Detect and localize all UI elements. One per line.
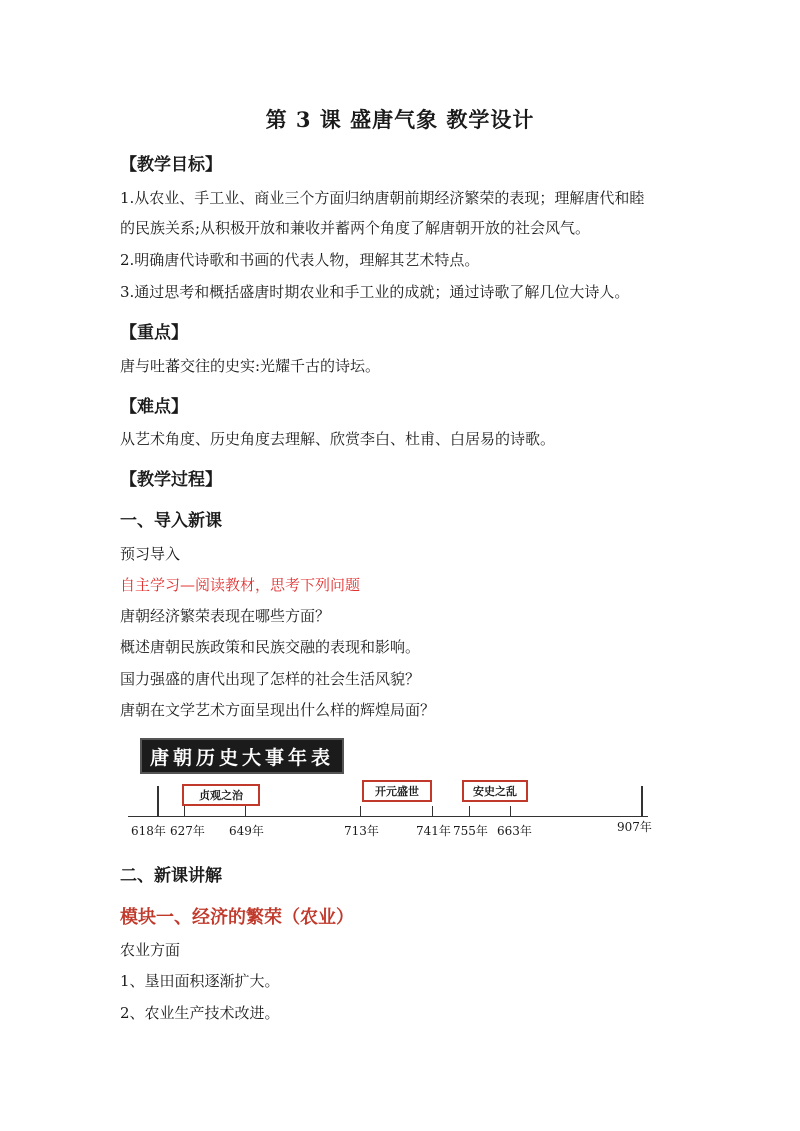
tick-755 (469, 806, 470, 816)
section-1-heading: 一、导入新课 (120, 511, 222, 531)
objective-1-line-1: 1.从农业、手工业、商业三个方面归纳唐朝前期经济繁荣的表现；理解唐代和睦 (120, 189, 645, 207)
agriculture-subheading: 农业方面 (120, 941, 181, 959)
year-label: 741年 (416, 824, 451, 838)
section-2-heading: 二、新课讲解 (120, 866, 222, 886)
timeline-title: 唐朝历史大事年表 (140, 738, 344, 774)
event-kaiyuan: 开元盛世 (362, 780, 432, 802)
preview-intro: 预习导入 (120, 545, 181, 563)
year-label: 713年 (344, 824, 379, 838)
tick-663 (510, 806, 511, 816)
tick-741 (432, 806, 433, 816)
agriculture-item-1: 1、垦田面积逐渐扩大。 (120, 972, 280, 990)
objective-2: 2.明确唐代诗歌和书画的代表人物，理解其艺术特点。 (120, 251, 480, 269)
objective-1-line-2: 的民族关系;从积极开放和兼收并蓄两个角度了解唐朝开放的社会风气。 (120, 219, 591, 237)
year-label: 618年 (131, 824, 166, 838)
module-1-heading: 模块一、经济的繁荣（农业） (120, 907, 354, 928)
year-label: 907年 (617, 820, 652, 834)
question-3: 国力强盛的唐代出现了怎样的社会生活风貌？ (120, 670, 421, 688)
objective-3: 3.通过思考和概括盛唐时期农业和手工业的成就；通过诗歌了解几位大诗人。 (120, 283, 630, 301)
difficulties-heading: 【难点】 (120, 397, 188, 417)
question-2: 概述唐朝民族政策和民族交融的表现和影响。 (120, 638, 421, 656)
tick-713 (360, 806, 361, 816)
timeline-axis (128, 816, 648, 817)
year-label: 663年 (497, 824, 532, 838)
year-label: 627年 (170, 824, 205, 838)
tick-649 (245, 806, 246, 816)
key-points-text: 唐与吐蕃交往的史实:光耀千古的诗坛。 (120, 357, 381, 375)
tick-618 (157, 786, 159, 816)
year-label: 755年 (453, 824, 488, 838)
event-zhenguan: 贞观之治 (182, 784, 260, 806)
agriculture-item-2: 2、农业生产技术改进。 (120, 1004, 280, 1022)
tick-627 (184, 806, 185, 816)
question-4: 唐朝在文学艺术方面呈现出什么样的辉煌局面？ (120, 701, 436, 719)
objectives-heading: 【教学目标】 (120, 155, 222, 175)
page-title: 第 3 课 盛唐气象 教学设计 (265, 107, 535, 132)
self-study-prompt: 自主学习—阅读教材，思考下列问题 (120, 576, 361, 594)
question-1: 唐朝经济繁荣表现在哪些方面？ (120, 607, 331, 625)
tang-timeline-figure (120, 734, 660, 844)
tick-907 (641, 786, 643, 816)
difficulties-text: 从艺术角度、历史角度去理解、欣赏李白、杜甫、白居易的诗歌。 (120, 430, 556, 448)
year-label: 649年 (229, 824, 264, 838)
event-anshi: 安史之乱 (462, 780, 528, 802)
key-points-heading: 【重点】 (120, 323, 188, 343)
process-heading: 【教学过程】 (120, 470, 222, 490)
